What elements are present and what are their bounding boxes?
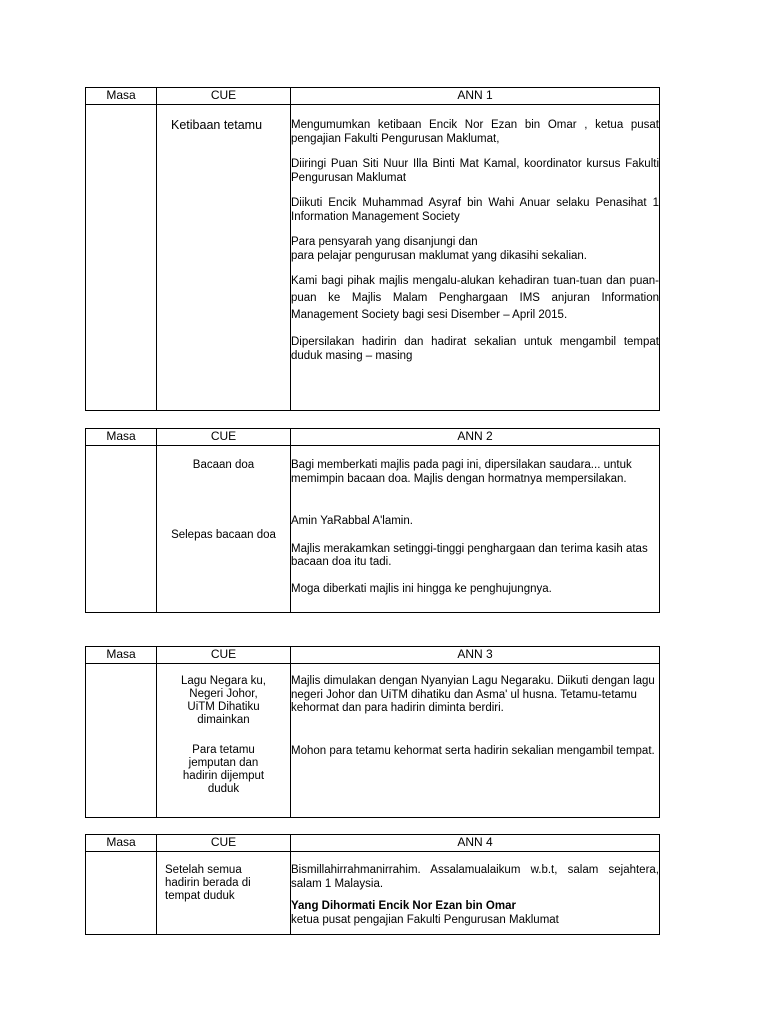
ann-cell [291,446,660,613]
cue-header: CUE [157,835,291,852]
table-header-row [86,429,660,446]
ann-paragraph: Majlis merakamkan setinggi-tinggi penghargaan dan terima kasih atas bacaan doa itu tadi. [291,542,648,568]
ann-header: ANN 3 [291,647,660,664]
masa-cell [86,446,157,613]
schedule-table-ann-3 [85,646,660,818]
ann-cell [291,105,660,411]
cue-header: CUE [157,429,291,446]
schedule-table-ann-4 [85,834,660,935]
table-row [86,852,660,935]
schedule-table-ann-2 [85,428,660,613]
ann-cell [291,664,660,818]
ann-paragraph: Dipersilakan hadirin dan hadirat sekalian untuk mengambil tempat duduk masing – masing [291,336,659,362]
masa-header: Masa [86,88,157,105]
cue-cell [157,664,291,818]
cue-text: Selepas bacaan doa [171,529,276,541]
cue-text: Setelah semua hadirin berada di tempat duduk [165,864,251,902]
cue-text: Ketibaan tetamu [171,118,263,132]
ann-paragraph: Diiringi Puan Siti Nuur Illa Binti Mat Kamal, koordinator kursus Fakulti Pengurusan Maklumat [291,158,659,184]
cue-text: Lagu Negara ku, Negeri Johor, UiTM Dihatiku dimainkan [180,675,267,726]
table-row [86,105,660,411]
ann-paragraph: ketua pusat pengajian Fakulti Pengurusan Maklumat [291,913,559,926]
masa-header: Masa [86,835,157,852]
ann-paragraph: Amin YaRabbal A'lamin. [291,515,413,527]
ann-paragraph: para pelajar pengurusan maklumat yang dikasihi sekalian. [291,249,587,262]
ann-paragraph: Bagi memberkati majlis pada pagi ini, dipersilakan saudara... untuk memimpin bacaan doa. Majlis dengan hormatnya mempersilakan. [291,459,632,485]
cue-cell [157,105,291,411]
cue-text: Bacaan doa [192,459,255,471]
ann-cell [291,852,660,935]
ann-paragraph: Majlis dimulakan dengan Nyanyian Lagu Negaraku. Diikuti dengan lagu negeri Johor dan UiTM dihatiku dan Asma' ul husna. Tetamu-tetamu kehormat dan para hadirin diminta berdiri. [291,675,655,714]
table-row [86,446,660,613]
masa-header: Masa [86,647,157,664]
ann-paragraph: Moga diberkati majlis ini hingga ke penghujungnya. [291,582,552,595]
table-header-row [86,835,660,852]
ann-paragraph: Kami bagi pihak majlis mengalu-alukan kehadiran tuan-tuan dan puan-puan ke Majlis Malam Penghargaan IMS anjuran Information Management Society bagi sesi Disember – April 2015. [291,275,659,321]
ann-header: ANN 1 [291,88,660,105]
schedule-table-ann-1 [85,87,660,411]
cue-cell [157,852,291,935]
ann-header: ANN 2 [291,429,660,446]
ann-paragraph: Para pensyarah yang disanjungi dan [291,236,478,248]
cue-header: CUE [157,88,291,105]
cue-header: CUE [157,647,291,664]
ann-paragraph: Mengumumkan ketibaan Encik Nor Ezan bin Omar , ketua pusat pengajian Fakulti Pengurusan Maklumat, [291,119,659,145]
table-header-row [86,647,660,664]
ann-paragraph: Bismillahirrahmanirrahim. Assalamualaikum w.b.t, salam sejahtera, salam 1 Malaysia. [291,864,659,890]
ann-paragraph: Diikuti Encik Muhammad Asyraf bin Wahi Anuar selaku Penasihat 1 Information Management Society [291,197,659,223]
masa-cell [86,852,157,935]
ann-paragraph-bold: Yang Dihormati Encik Nor Ezan bin Omar [291,900,516,912]
ann-header: ANN 4 [291,835,660,852]
ann-paragraph: Mohon para tetamu kehormat serta hadirin sekalian mengambil tempat. [291,744,655,757]
cue-cell [157,446,291,613]
masa-header: Masa [86,429,157,446]
masa-cell [86,105,157,411]
cue-text: Para tetamu jemputan dan hadirin dijemput duduk [182,744,265,795]
masa-cell [86,664,157,818]
table-header-row [86,88,660,105]
table-row [86,664,660,818]
